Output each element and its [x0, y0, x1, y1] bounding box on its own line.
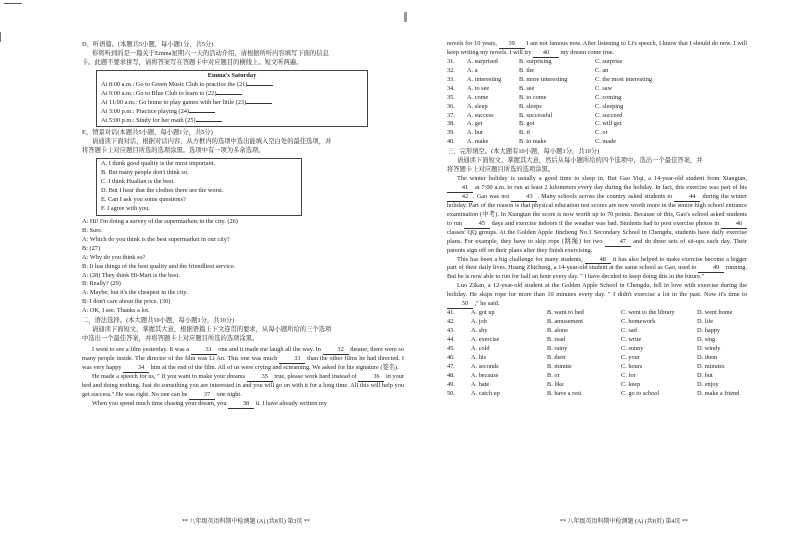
emma-card-title: Emma's Saturday — [207, 71, 257, 79]
emma-event-item — [101, 81, 363, 90]
choice-option: A. sleep — [467, 102, 488, 110]
dialog-line: A: Which do you think is the best supermarket in our city? — [82, 235, 230, 243]
choice-option: C. sleeping — [595, 102, 624, 110]
passage-text: than the other films he had directed. I was very happy — [82, 354, 404, 371]
grammar-passage-paragraph — [82, 373, 404, 400]
question-number: 46. — [447, 353, 455, 361]
dialog-line: A: (28) They think Hi-Mart is the best. — [82, 271, 180, 279]
choice-option: A. got up — [471, 309, 495, 317]
choice-option: B. successful — [519, 111, 553, 119]
answer-blank: 50 — [447, 301, 473, 309]
choice-option: A. come — [467, 93, 489, 101]
choice-option: C. made — [595, 138, 616, 146]
dialog-line: A: Why do you think so? — [82, 253, 146, 261]
question-number: 42. — [447, 318, 455, 326]
choice-option: C. surprise — [595, 57, 623, 65]
question-number: 36. — [447, 102, 455, 110]
question-number: 50. — [447, 389, 455, 397]
choice-option: B. more interesting — [519, 75, 568, 83]
question-number: 43. — [447, 327, 455, 334]
section-3-instruction: 将答题卡上对应题目所选的选项涂黑。 — [447, 166, 555, 174]
emma-events-list — [101, 81, 363, 126]
choice-option: B. read — [547, 335, 566, 343]
passage-text: and do three sets of sit-ups each day. Their parents sign off on their plans after they finish exercising. — [447, 237, 747, 254]
choice-option: D. happy — [697, 327, 721, 334]
dialog-line: B: (27) — [82, 244, 101, 252]
question-number: 49. — [447, 380, 455, 388]
choice-option: A. success — [467, 111, 494, 119]
emma-event-item — [101, 90, 363, 99]
choice-option: B. to make — [519, 138, 547, 146]
choice-row — [447, 372, 747, 381]
choice-option: A. his — [471, 353, 487, 361]
passage-text: novels for 10 years, — [447, 40, 499, 47]
dialog-lines — [82, 218, 404, 316]
answer-blank — [216, 94, 242, 95]
choice-row — [447, 85, 747, 94]
answer-blank: 45 — [464, 221, 490, 229]
dialog-line: B: Really? (29) — [82, 280, 121, 288]
section-2-instruction: 请通读下面短文，掌握其大意，根据语篇上下文连贯的要求，从每小题所给的三个选项 — [92, 326, 332, 334]
passage-text: ," he said. — [473, 300, 500, 308]
choice-option: B. like — [547, 380, 564, 388]
choice-row — [447, 67, 747, 76]
choice-option: C. the most interesting — [595, 75, 653, 83]
right-column — [447, 40, 747, 399]
choice-option: C. saw — [595, 84, 613, 92]
question-number: 33. — [447, 75, 455, 83]
choice-option: B. to come — [519, 93, 547, 101]
dialog-options-list — [101, 160, 297, 214]
answer-blank: 31 — [191, 347, 217, 355]
choice-option: B. amusement — [547, 318, 584, 326]
question-number: 41. — [447, 309, 455, 317]
passage-text: I went to see a film yesterday. It was a — [92, 346, 191, 353]
section-3-instruction: 请通读下面短文，掌握其大意，然后从每小题所给的四个选项中，选出一个最佳答案，并 — [457, 157, 703, 165]
choice-option: A. to see — [467, 84, 490, 92]
question-number: 35. — [447, 93, 455, 101]
answer-blank — [246, 103, 272, 104]
choice-row — [447, 354, 747, 363]
choice-option: A. interesting — [467, 75, 502, 83]
grammar-passage-paragraph — [82, 400, 404, 409]
section-e-heading: E、情景对话(本题共5小题，每小题1分，共5分) — [82, 129, 213, 137]
dialog-option: E. Can I ask you some questions? — [101, 196, 186, 203]
scan-dot-mark — [404, 12, 407, 22]
dialog-line: B: Sure. — [82, 226, 103, 234]
section-e-instruction: 请通读下面对话，根据对话内容，从方框内的选项中选出能填入空白处的最佳选项，并 — [92, 138, 332, 146]
choice-option: D. make a friend — [697, 389, 740, 397]
choice-option: A. but — [467, 129, 483, 137]
answer-blank: 35 — [247, 374, 273, 382]
question-number: 48. — [447, 371, 455, 379]
question-number: 31. — [447, 57, 455, 65]
choice-option: B. rainy — [547, 344, 568, 352]
dialog-option: F. I agree with you. — [101, 204, 150, 212]
choice-option: C. keep — [621, 380, 641, 388]
choice-option: D. sing — [697, 335, 716, 343]
passage-text: running. But he is now able to run for half an hour every day. " I have decided to keep doing this in the future." — [447, 264, 747, 281]
question-number: 32. — [447, 66, 455, 74]
question-number: 44. — [447, 335, 455, 343]
question-number: 37. — [447, 111, 455, 119]
passage-text: one night. — [214, 390, 242, 398]
answer-blank: 33 — [279, 356, 305, 364]
choice-option: C. write — [621, 335, 642, 343]
choice-option: A. surprised — [467, 57, 498, 65]
page-footer-right: ** 八年级英语科期中检测题 (A) (共8页) 第4页 ** — [560, 519, 688, 525]
passage-text: I am not famous now. After listening to Li's speech, I know that I should do now. I will keep writing my novels. I will try — [447, 40, 747, 56]
choice-option: A. seconds — [471, 362, 499, 370]
passage-text: When you spend much time chasing your dream, you — [92, 399, 229, 407]
choice-option: B. want to bed — [547, 309, 584, 317]
answer-blank: 37 — [189, 392, 215, 400]
answer-blank: 38 — [228, 401, 254, 409]
choice-row — [447, 381, 747, 390]
section-d-instruction: 你将听到的是一篇关于Emma星期六一天的活动介绍，请根据所听内容填写下面的信息 — [92, 49, 329, 57]
choice-row — [447, 327, 747, 336]
choice-row — [447, 94, 747, 103]
passage-text: days and exercise indoors if the weather was bad. Students had to post exercise photos in — [489, 219, 721, 227]
cloze-choices-list — [447, 309, 747, 398]
passage-text: classes' QQ groups. At the Golden Apple Jincheng No.1 Secondary School in Chengdu, students have daily exercise plans. For example, they have to skip rope (跳绳) for two — [447, 228, 747, 245]
choice-option: A. shy — [471, 327, 488, 334]
choice-option: D. life — [697, 318, 714, 326]
passage-text: This has been a big challenge for many students, — [457, 255, 585, 263]
emma-event-text: At 9:00 a.m.: Go to Blue Club to learn to (22) — [101, 89, 217, 97]
question-number: 34. — [447, 84, 455, 92]
dialog-line: A: Maybe, but it's the cheapest in the city. — [82, 289, 188, 297]
passage-text: The winter holiday is usually a good time to sleep in. But Gao Yiqi, a 14-year-old student from Xiangtan, — [457, 175, 747, 183]
choice-option: A. catch up — [471, 389, 500, 397]
choice-row — [447, 112, 747, 121]
choice-option: C. coming — [595, 93, 622, 101]
choice-option: D. enjoy — [697, 380, 719, 388]
choice-option: A. get — [467, 120, 483, 128]
choice-option: B. sleeps — [519, 102, 542, 110]
dialog-line: B: I don't care about the price. (30) — [82, 298, 171, 306]
answer-blank: 49 — [698, 265, 724, 273]
choice-option: C. for — [621, 371, 636, 379]
dialog-option: D. But I hear that the clothes there are the worst. — [101, 187, 224, 195]
choice-option: B. have a rest — [547, 389, 582, 397]
answer-blank: 44 — [674, 194, 700, 202]
grammar-passage-continuation — [447, 40, 747, 58]
choice-row — [447, 58, 747, 67]
choice-option: D. but — [697, 371, 713, 379]
answer-blank — [196, 121, 222, 122]
cloze-passage-paragraph — [447, 282, 747, 309]
choice-option: C. or — [595, 129, 608, 137]
dialog-option: A. I think good quality is the most important. — [101, 160, 216, 168]
passage-text: one and it made me laugh all the way. In — [216, 346, 323, 353]
choice-option: C. went to the library — [621, 309, 675, 317]
emma-event-item — [101, 108, 363, 117]
emma-event-text: At 5:00 p.m.: Study for her math (25) — [101, 116, 196, 124]
choice-option: B. got — [519, 120, 535, 128]
dialog-option: B. But many people don't think so. — [101, 169, 189, 177]
scan-edge-mark — [0, 32, 4, 42]
dialog-line: A: Hi! I'm doing a survey of the supermarkets in the city. (26) — [82, 217, 238, 225]
choice-row — [447, 336, 747, 345]
choice-option: D. minutes — [697, 362, 725, 370]
section-e-instruction: 将答题卡上对应题目所选的选项涂黑。选项中有一项为多余选项。 — [82, 147, 265, 155]
choice-row — [447, 76, 747, 85]
answer-blank — [247, 85, 273, 86]
choice-row — [447, 129, 747, 138]
choice-row — [447, 345, 747, 354]
section-3-heading: 三、完形填空。(本大题有10小题，每小题1分，共10分) — [447, 148, 600, 156]
dialog-options-box — [96, 158, 302, 216]
passage-text: it. I have already written my — [254, 399, 327, 407]
scan-edge-line — [4, 3, 22, 4]
answer-blank: 47 — [605, 239, 631, 247]
question-number: 39. — [447, 129, 455, 137]
passage-text: He made a speech for us, " If you want to make your dreams — [92, 372, 247, 380]
section-2-heading: 二、语法选择。(本大题共10小题，每小题1分，共10分) — [82, 317, 235, 325]
answer-blank: 46 — [721, 221, 747, 229]
dialog-option: C. I think Hualian is the best. — [101, 178, 175, 186]
choice-option: C. sunny — [621, 344, 644, 352]
passage-text: . Gao was not — [473, 192, 512, 200]
choice-option: A. exercise — [471, 335, 500, 343]
grammar-choices-list — [447, 58, 747, 147]
question-number: 47. — [447, 362, 455, 370]
answer-blank: 32 — [323, 347, 349, 355]
choice-row — [447, 390, 747, 399]
dialog-line: B: It has things of the best quality and the friendliest service. — [82, 262, 236, 270]
choice-option: A. a — [467, 66, 478, 74]
choice-option: B. see — [519, 84, 535, 92]
passage-text: it has also helped to make exercise become a bigger part of their daily lives. Huang Zhicheng, a 14-year-old student at the same school as Gao, used to — [447, 255, 747, 272]
choice-row — [447, 363, 747, 372]
emma-event-item — [101, 117, 363, 126]
section-2-instruction: 中选出一个最佳答案，并将答题卡上对应题目所选的选项涂黑。 — [82, 335, 259, 343]
choice-option: D. them — [697, 353, 718, 361]
choice-row — [447, 318, 747, 327]
left-column — [82, 40, 404, 409]
choice-option: A. job — [471, 318, 487, 326]
section-d-instruction: 卡。此题不要求拼写，请将答案写在答题卡中对应题目的横线上。短文听两遍。 — [82, 58, 303, 66]
choice-row — [447, 120, 747, 129]
passage-text: Luo Zikan, a 12-year-old student at the Golden Apple School in Chengdu, fell in love with exercise during the holiday. He skips rope for more than 10 minutes every day. " I didn't exercise a lot in the past. Now it's time to — [447, 282, 747, 299]
answer-blank — [189, 112, 215, 113]
choice-option: A. hate — [471, 380, 490, 388]
cloze-passage-paragraph — [447, 175, 747, 255]
choice-option: C. will get — [595, 120, 622, 128]
answer-blank: 36 — [358, 374, 384, 382]
passage-text: . Many schools across the country asked students to — [537, 192, 675, 200]
choice-option: B. surprising — [519, 57, 552, 65]
question-number: 38. — [447, 120, 455, 128]
choice-row — [447, 103, 747, 112]
emma-event-text: At 8:00 a.m.: Go to Green Music Club to practice the (21) — [101, 80, 248, 88]
question-number: 40. — [447, 138, 455, 146]
passage-text: at 7:00 a.m. to run at least 2 kilometers every day during the holiday. In fact, this exercise was part of his — [473, 184, 747, 191]
question-number: 45. — [447, 344, 455, 352]
emma-event-item — [101, 99, 363, 108]
choice-option: D. windy — [697, 344, 721, 352]
passage-text: during the winter holiday. Part of the reason is that physical education test scores are now worth more in the senior high school entrance examination (中考). In Xiangtan the score is now worth up to 70 points. Because of this, Gao's school asked students to run — [447, 192, 747, 227]
choice-option: C. sad — [621, 327, 637, 334]
answer-blank: 40 — [533, 50, 559, 58]
choice-option: B. or — [547, 371, 560, 379]
choice-option: A. cold — [471, 344, 490, 352]
passage-text: true, please work hard instead of — [272, 372, 359, 380]
choice-option: C. hours — [621, 362, 643, 370]
answer-blank: 42 — [447, 194, 473, 202]
choice-option: B. alone — [547, 327, 568, 334]
passage-text: in your bed and doing nothing. Just do something you are interested in and you will go on with it for a long time. All this will help you get success." He was right. No one can be — [82, 372, 405, 398]
answer-blank: 39 — [499, 41, 525, 49]
choice-option: C. succeed — [595, 111, 623, 119]
grammar-passage-paragraph — [82, 346, 404, 373]
choice-option: C. your — [621, 353, 640, 361]
choice-option: B. the — [519, 66, 535, 74]
choice-option: C. homework — [621, 318, 656, 326]
answer-blank: 34 — [123, 365, 149, 373]
choice-option: B. if — [519, 129, 531, 137]
choice-option: B. their — [547, 353, 566, 361]
passage-text: him at the end of the film. All of us were crying and screaming. We asked for his signature (签名). — [149, 363, 399, 371]
choice-option: C. an — [595, 66, 609, 74]
cloze-passage-paragraph — [447, 256, 747, 283]
page-footer-left: ** 八年级英语科期中检测题 (A) (共8页) 第3页 ** — [182, 519, 310, 525]
answer-blank: 48 — [585, 257, 611, 265]
answer-blank: 41 — [447, 185, 473, 193]
choice-row — [447, 309, 747, 318]
passage-text: theater, there were so many people inside. The director of the film was Li An. This one was much — [82, 346, 404, 362]
emma-info-card — [96, 70, 368, 128]
choice-option: C. go to school — [621, 389, 660, 397]
emma-event-text: At 11:00 a.m.: Go home to play games with her little (23) — [101, 98, 247, 106]
choice-option: A. because — [471, 371, 499, 379]
answer-blank: 43 — [511, 194, 537, 202]
choice-option: D. went home — [697, 309, 733, 317]
dialog-line: A: OK, I see. Thanks a lot. — [82, 307, 150, 315]
emma-event-text: At 3:00 p.m.: Practice playing (24) — [101, 107, 189, 115]
choice-row — [447, 138, 747, 147]
section-d-heading: D、听语篇。(本题共5小题，每小题1分，共5分) — [82, 41, 214, 48]
choice-option: B. minute — [547, 362, 572, 370]
choice-option: A. make — [467, 138, 489, 146]
passage-text: my dream come true. — [559, 48, 615, 56]
